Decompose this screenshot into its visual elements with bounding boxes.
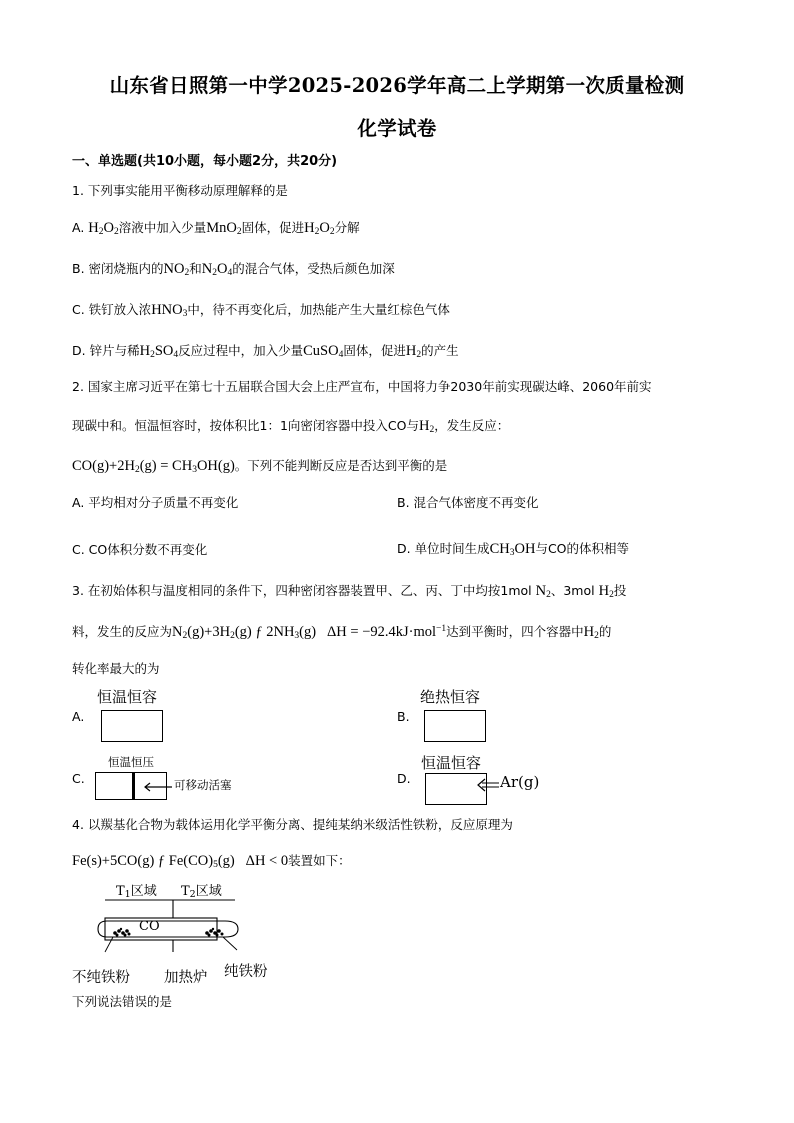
q3-stem-line2: 料，发生的反应为$N_2(g)+3H_2(g)$ ƒ $2NH_3(g)$ ΔH = −92.4kJ·mol$^{-1}$达到平衡时，四个容器中$H_2$的 xyxy=(72,624,612,641)
q3-c-caption: 恒温恒压 xyxy=(108,755,154,769)
q3-a-caption: 恒温恒容 xyxy=(97,688,158,706)
q4-stem-line2: Fe(s)+5CO(g) ƒ $Fe(CO)_5(g)$ ΔH < 0装置如下： xyxy=(72,853,351,870)
q4-apparatus-diagram xyxy=(95,896,255,956)
q3-stem-line3: 转化率最大的为 xyxy=(72,661,160,676)
q2-option-a: A. 平均相对分子质量不再变化 xyxy=(72,495,239,510)
q3-d-caption: 恒温恒容 xyxy=(421,754,482,772)
q3-b-container xyxy=(424,710,486,742)
q1-option-b: B. 密闭烧瓶内的$NO_2$和$N_2O_4$的混合气体，受热后颜色加深 xyxy=(72,261,395,278)
q3-c-label: C. xyxy=(72,771,85,786)
q2-stem-line2: 现碳中和。恒温恒容时，按体积比1：1向密闭容器中投入CO与$H_2$，发生反应： xyxy=(72,418,510,435)
q2-option-d: D. 单位时间生成$CH_3OH$与CO的体积相等 xyxy=(397,541,630,558)
q3-equation: $N_2(g)+3H_2(g)$ ƒ $2NH_3(g)$ ΔH = −92.4kJ·mol$^{-1}$ xyxy=(172,624,447,641)
q4-t1-zone-label: $T_1$区域 xyxy=(116,884,157,900)
q4-impure-iron-label: 不纯铁粉 xyxy=(72,970,130,986)
q3-b-label: B. xyxy=(397,709,410,724)
q3-d-arrow-icon xyxy=(476,777,500,796)
q3-c-piston xyxy=(132,772,135,800)
q3-c-note: 可移动活塞 xyxy=(174,778,232,792)
q4-stem-line1: 4. 以羰基化合物为载体运用化学平衡分离、提纯某纳米级活性铁粉，反应原理为 xyxy=(72,817,513,832)
q3-d-label: D. xyxy=(397,771,411,786)
q3-a-label: A. xyxy=(72,709,85,724)
q1-stem: 1. 下列事实能用平衡移动原理解释的是 xyxy=(72,183,288,198)
q4-stem-last: 下列说法错误的是 xyxy=(72,994,173,1009)
exam-subtitle: 化学试卷 xyxy=(357,117,437,140)
q3-d-note: Ar(g) xyxy=(500,773,540,791)
q2-stem-line3: $CO(g)+2H_2(g) = CH_3OH(g)$。下列不能判断反应是否达到平衡的是 xyxy=(72,458,448,475)
q2-option-b: B. 混合气体密度不再变化 xyxy=(397,495,539,510)
q2-equation: $CO(g)+2H_2(g) = CH_3OH(g)$ xyxy=(72,458,235,475)
q3-a-container xyxy=(101,710,163,742)
q3-stem-line1: 3. 在初始体积与温度相同的条件下，四种密闭容器装置甲、乙、丙、丁中均按1mol $N_2$、3mol $H_2$投 xyxy=(72,583,627,600)
q4-equation: Fe(s)+5CO(g) ƒ $Fe(CO)_5(g)$ ΔH < 0 xyxy=(72,853,289,870)
q3-b-caption: 绝热恒容 xyxy=(420,688,481,706)
exam-title: 山东省日照第一中学2025-2026学年高二上学期第一次质量检测 xyxy=(109,74,685,97)
q4-co-label: CO xyxy=(139,919,160,934)
q1-option-c: C. 铁钉放入浓$HNO_3$中，待不再变化后，加热能产生大量红棕色气体 xyxy=(72,302,450,319)
q3-c-arrow-icon xyxy=(143,778,173,797)
section-heading: 一、单选题(共10小题，每小题2分，共20分) xyxy=(72,154,338,169)
q2-option-c: C. CO体积分数不再变化 xyxy=(72,542,208,557)
q4-furnace-label: 加热炉 xyxy=(164,970,208,986)
q2-stem-line1: 2. 国家主席习近平在第七十五届联合国大会上庄严宣布，中国将力争2030年前实现碳达峰、2060年前实 xyxy=(72,379,652,394)
q1-option-d: D. 锌片与稀$H_2SO_4$反应过程中，加入少量CuSO$_4$固体，促进$H_2$的产生 xyxy=(72,343,459,360)
q4-pure-iron-label: 纯铁粉 xyxy=(224,964,268,980)
q4-t2-zone-label: $T_2$区域 xyxy=(181,884,222,900)
q1-option-a: A. $H_2O_2$溶液中加入少量MnO$_2$固体，促进$H_2O_2$分解 xyxy=(72,220,360,237)
